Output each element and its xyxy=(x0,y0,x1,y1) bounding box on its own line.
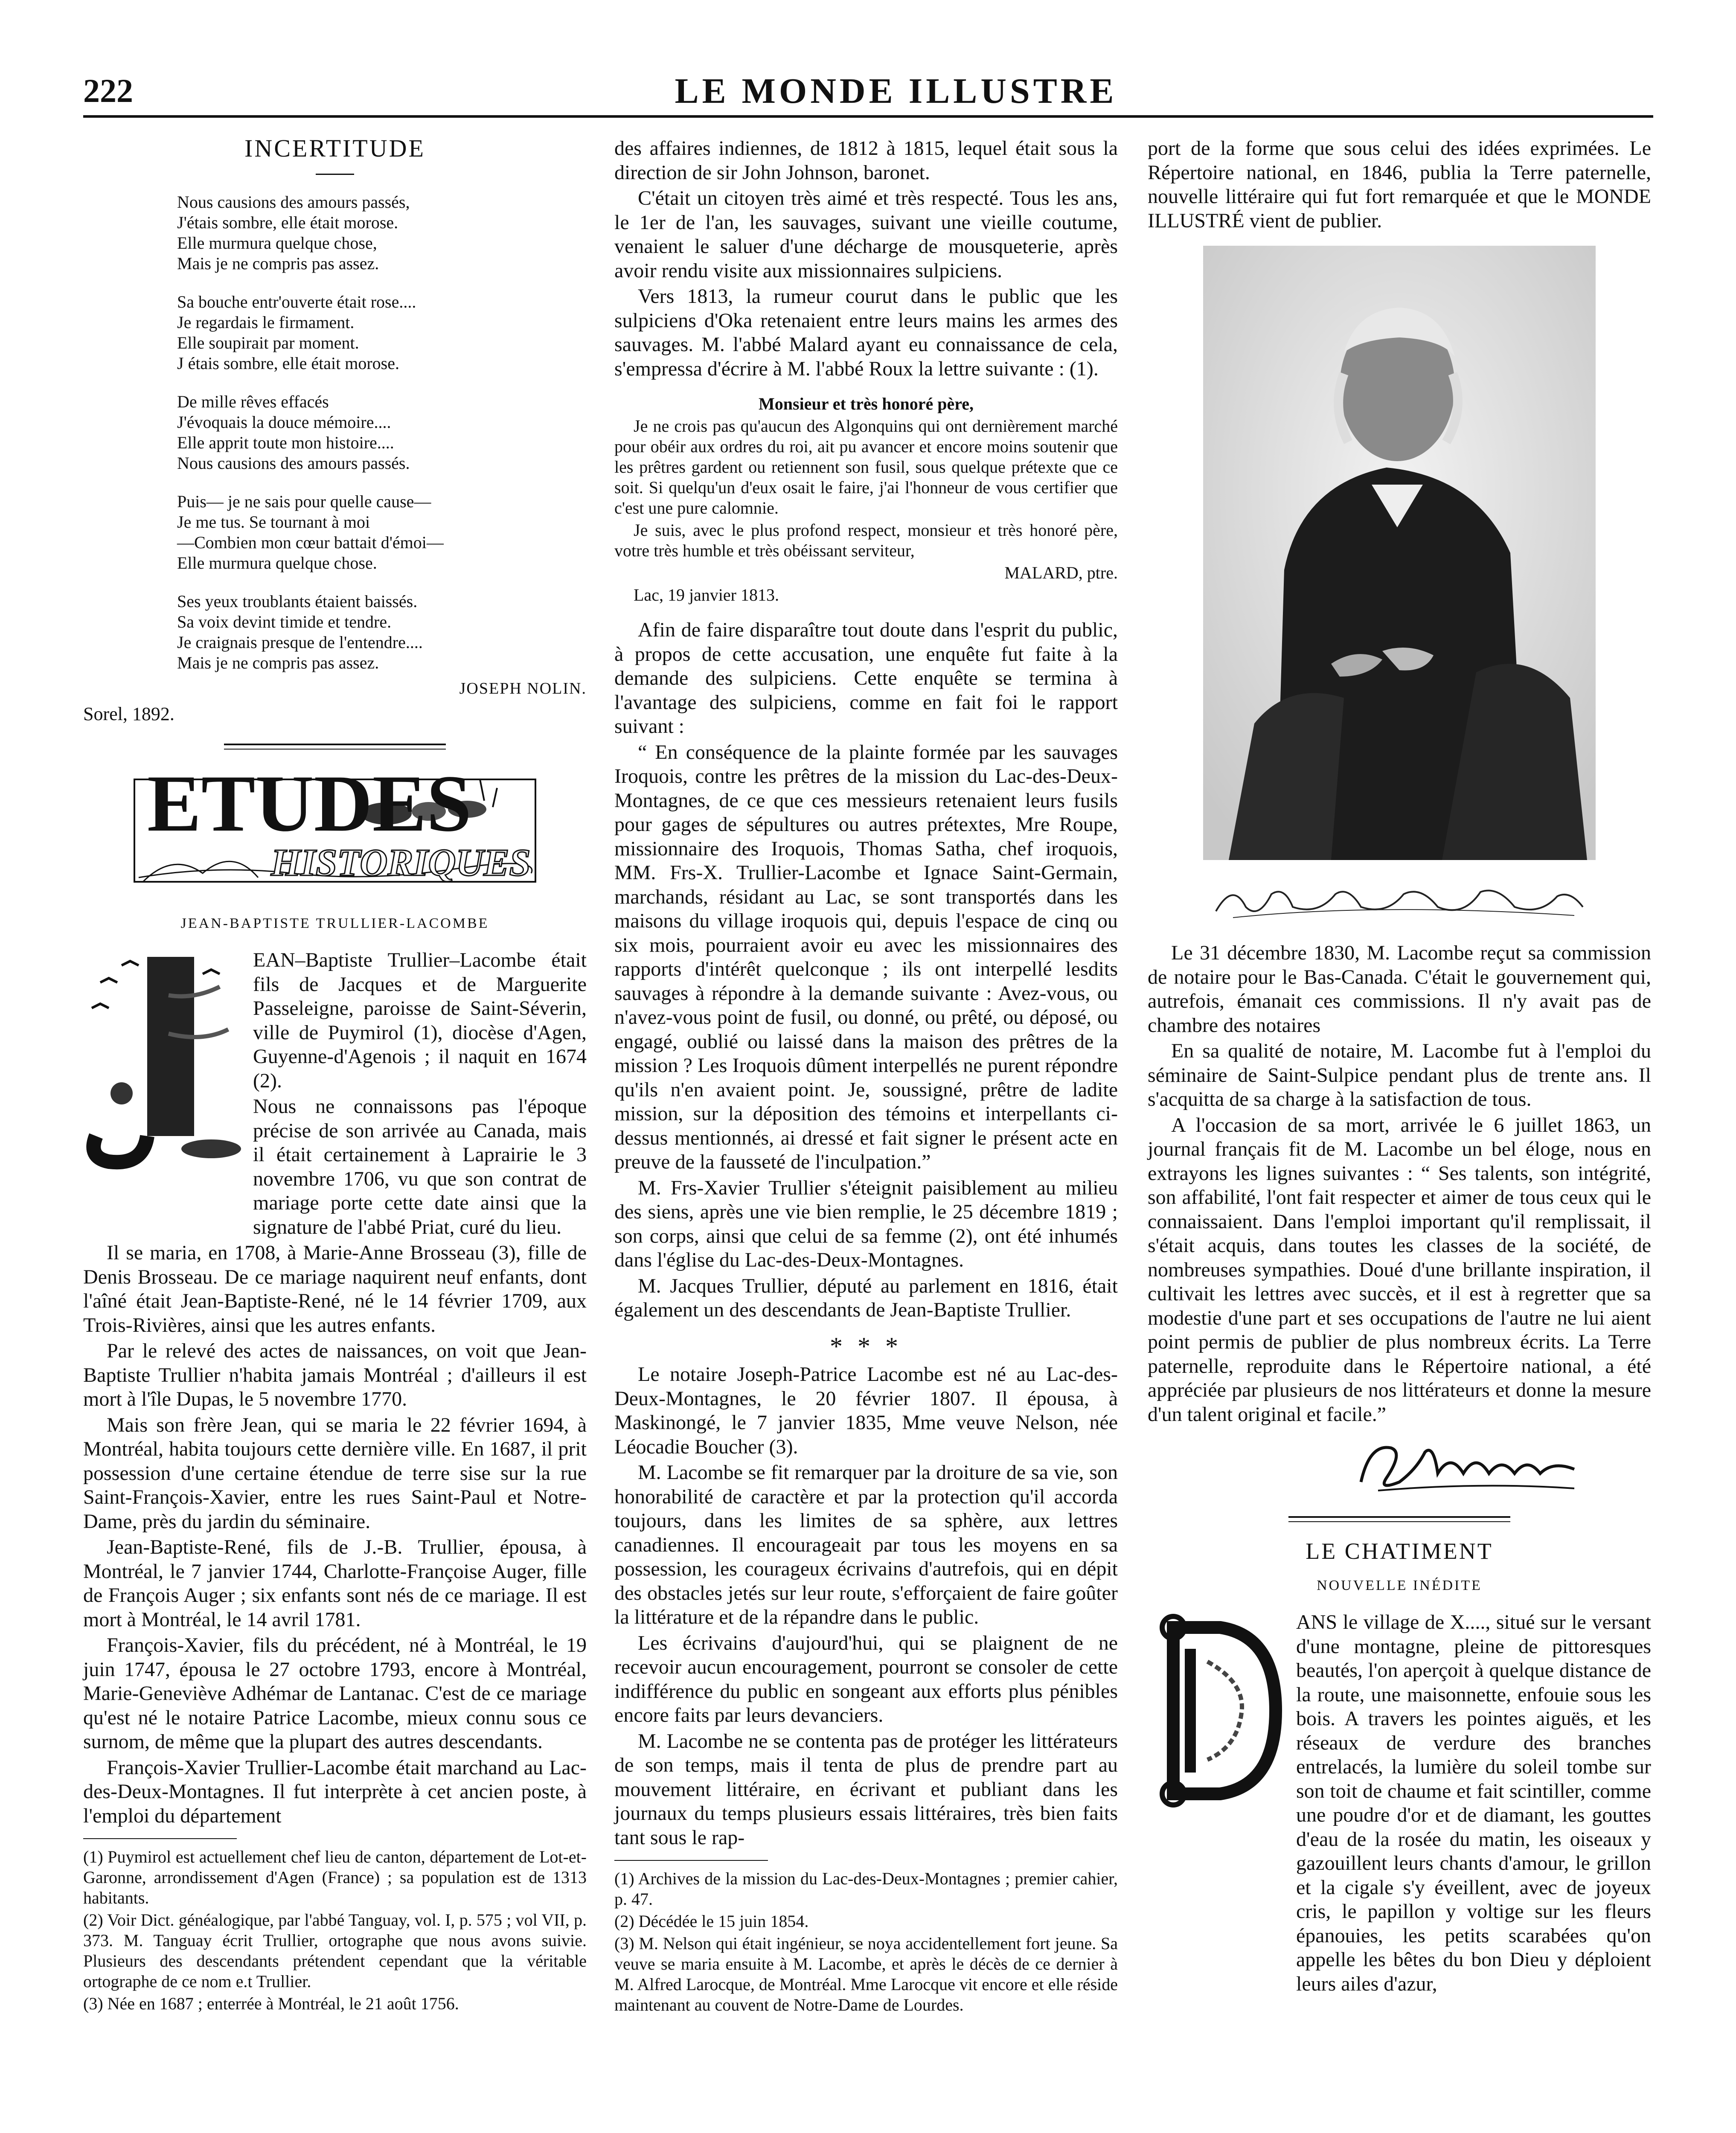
poem-line: Je me tus. Se tournant à moi xyxy=(177,512,370,532)
poem-line: Elle apprit toute mon histoire.... xyxy=(177,433,394,452)
illustrated-letter-j-icon xyxy=(83,948,245,1170)
footnotes xyxy=(614,1869,1118,2015)
portrait-photograph xyxy=(1203,246,1596,860)
poem-line: Elle soupirait par moment. xyxy=(177,333,359,352)
letter-date: Lac, 19 janvier 1813. xyxy=(634,585,779,604)
article-paragraph: port de la forme que sous celui des idées exprimées. Le Répertoire national, en 1846, publia la Terre paternelle, nouvelle littéraire qui fut fort remarquée et que le MONDE ILLUSTRÉ vient de publier. xyxy=(1148,137,1651,232)
letter-signature: MALARD, ptre. xyxy=(1004,563,1118,582)
poem-place-date: Sorel, 1892. xyxy=(83,703,174,724)
poem-line: Nous causions des amours passés. xyxy=(177,453,410,473)
poem-line: Je regardais le firmament. xyxy=(177,312,355,332)
article-paragraph: Les écrivains d'aujourd'hui, qui se plaignent de ne recevoir aucun encouragement, pourront se consoler de cette indifférence du public en songeant aux efforts plus pénibles encore faits par leurs devanciers. xyxy=(614,1631,1118,1726)
article-paragraph: Il se maria, en 1708, à Marie-Anne Brosseau (3), fille de Denis Brosseau. De ce mariage naquirent neuf enfants, dont l'aîné était Jean-Baptiste-René, né le 14 février 1709, aux Trois-Rivières, ainsi que les autres enfants. xyxy=(83,1241,587,1337)
poem-line: J'évoquais la douce mémoire.... xyxy=(177,412,391,432)
poem-line: Ses yeux troublants étaient baissés. xyxy=(177,591,418,611)
section-divider xyxy=(224,744,446,750)
story-paragraph: ANS le village de X...., situé sur le versant d'une montagne, pleine de pittoresques beautés, l'on aperçoit à quelque distance de la route, une maisonnette, enfouie sous les bois. A travers les pointes aiguës, et les réseaux de verdure des branches entrelacés, la lumière du soleil tombe sur son toit de chaume et fait scintiller, comme une poudre d'or et de diamant, les gouttes d'eau de la rosée du matin, les oiseaux y gazouillent leurs chants d'amour, le grillon et la cigale s'y éveillent, avec de joyeux cris, le papillon y voltige sur les fleurs épanouies, les petits scarabées qu'on appelle les bêtes du bon Dieu y déploient leurs ailes d'azur, xyxy=(1296,1611,1651,1995)
poem-line: Je craignais presque de l'entendre.... xyxy=(177,632,423,652)
dropcap-text-block xyxy=(253,948,587,1241)
masthead: LE MONDE ILLUSTRE xyxy=(675,71,1117,111)
poem-line: Nous causions des amours passés, xyxy=(177,192,410,212)
poem-line: J'étais sombre, elle était morose. xyxy=(177,212,398,232)
footnote: (1) Archives de la mission du Lac-des-Deux-Montagnes ; premier cahier, p. 47. xyxy=(614,1869,1118,1909)
footnote: (2) Voir Dict. généalogique, par l'abbé Tanguay, vol. I, p. 575 ; vol VII, p. 373. M. Tanguay écrit Trullier, ortographe que nous avons suivie. Plusieurs des descendants prétendent cependant que la véritable ortographe de ce nom e.t Trullier. xyxy=(83,1910,587,1991)
etudes-historiques-banner xyxy=(130,767,540,895)
letter-paragraph: Je ne crois pas qu'aucun des Algonquins qui ont dernièrement marché pour obéir aux ordres du roi, ait pu avancer et encore moins soutenir que les prêtres gardent ou retiennent son fusil, sous quelque prétexte que ce soit. Si quelqu'un d'eux osait le faire, j'ai l'honneur de vous certifier que c'est une pure calomnie. xyxy=(614,416,1118,517)
author-signature xyxy=(1352,1435,1583,1499)
story-subtitle: NOUVELLE INÉDITE xyxy=(1317,1577,1482,1593)
article-paragraph: Vers 1813, la rumeur courut dans le public que les sulpiciens d'Oka retenaient entre leurs mains les armes des sauvages. M. l'abbé Malard ayant eu connaissance de cela, s'empressa d'écrire à M. l'abbé Roux la lettre suivante : (1). xyxy=(614,285,1118,380)
poem-body xyxy=(177,192,587,673)
article-paragraph: Nous ne connaissons pas l'époque précise de son arrivée au Canada, mais il était certainement à Laprairie le 3 novembre 1706, vu que son contrat de mariage porte cette date ainsi que la signature de l'abbé Priat, curé du lieu. xyxy=(253,1095,587,1238)
dropcap-paragraph xyxy=(83,948,587,1241)
section-divider xyxy=(1288,1516,1510,1522)
article-paragraph: EAN–Baptiste Trullier–Lacombe était fils de Jacques et de Marguerite Passeleigne, paroisse de Saint-Séverin, ville de Puymirol (1), diocèse d'Agen, Guyenne-d'Agenois ; il naquit en 1674 (2). xyxy=(253,949,587,1092)
footnote: (1) Puymirol est actuellement chef lieu de canton, département de Lot-et-Garonne, arrondissement d'Agen (France) ; sa population est de 1313 habitants. xyxy=(83,1847,587,1907)
poem-line: —Combien mon cœur battait d'émoi— xyxy=(177,532,444,552)
article-subtitle: JEAN-BAPTISTE TRULLIER-LACOMBE xyxy=(180,915,489,931)
footnotes xyxy=(83,1847,587,2014)
footnote: (2) Décédée le 15 juin 1854. xyxy=(614,1912,809,1931)
column-2 xyxy=(614,137,1118,2017)
letter-paragraph: Je suis, avec le plus profond respect, monsieur et très honoré père, votre très humble et très obéissant serviteur, xyxy=(614,520,1118,560)
article-paragraph: Le 31 décembre 1830, M. Lacombe reçut sa commission de notaire pour le Bas-Canada. C'était le gouvernement qui, autrefois, émanait ces commissions. Il n'y avait pas de chambre des notaires xyxy=(1148,942,1651,1037)
banner-word-2: HISTORIQUES xyxy=(271,841,531,884)
autograph-signature xyxy=(1207,877,1591,924)
poem-line: Elle murmura quelque chose, xyxy=(177,233,377,253)
header-rule xyxy=(83,115,1653,118)
article-paragraph: François-Xavier Trullier-Lacombe était marchand au Lac-des-Deux-Montagnes. Il fut interprète à cet ancien poste, à l'emploi du département xyxy=(83,1756,587,1827)
article-paragraph: Le notaire Joseph-Patrice Lacombe est né au Lac-des-Deux-Montagnes, le 20 février 1807. Il épousa, à Maskinongé, le 7 janvier 1835, Mme veuve Nelson, née Léocadie Boucher (3). xyxy=(614,1363,1118,1458)
poem-title: INCERTITUDE xyxy=(244,134,425,162)
poem-stanza xyxy=(177,591,587,673)
poem-stanza xyxy=(177,392,587,474)
poem-line: Sa bouche entr'ouverte était rose.... xyxy=(177,292,416,311)
footnote: (3) M. Nelson qui était ingénieur, se noya accidentellement fort jeune. Sa veuve se maria ensuite à M. Lacombe, et après le décès de ce dernier à M. Alfred Larocque, de Montréal. Mme Larocque vit encore et elle réside maintenant au couvent de Notre-Dame de Lourdes. xyxy=(614,1934,1118,2014)
section-asterism: * * * xyxy=(830,1332,902,1360)
article-paragraph: M. Lacombe ne se contenta pas de protéger les littérateurs de son temps, mais il tenta de plus de prendre part au mouvement littéraire, en écrivant et publiant dans les journaux du temps plusieurs essais littéraires, très bien faits tant sous le rap- xyxy=(614,1729,1118,1849)
article-paragraph: C'était un citoyen très aimé et très respecté. Tous les ans, le 1er de l'an, les sauvages, suivant une vieille coutume, venaient le saluer d'une décharge de mousqueterie, après avoir rendu visite aux missionnaires sulpiciens. xyxy=(614,187,1118,282)
poem-line: Mais je ne compris pas assez. xyxy=(177,253,379,273)
poem-line: J étais sombre, elle était morose. xyxy=(177,353,399,373)
footnote-divider xyxy=(83,1838,237,1839)
article-paragraph: M. Jacques Trullier, député au parlement en 1816, était également un des descendants de Jean-Baptiste Trullier. xyxy=(614,1274,1118,1321)
letter xyxy=(614,394,1118,605)
article-paragraph: “ En conséquence de la plainte formée par les sauvages Iroquois, contre les prêtres de la mission du Lac-des-Deux-Montagnes, de ce que ces messieurs retenaient leurs fusils pour gages de sépultures ou autres prétextes, Mre Roupe, missionnaire des Iroquois, Thomas Satha, chef iroquois, MM. Frs-X. Trullier-Lacombe et Ignace Saint-Germain, marchands, résidant au Lac, se sont transportés dans les maisons du village iroquois qui, depuis l'espace de cinq ou six mois, pourraient avoir eu avec les missionnaires des rapports d'intérêt quelconque ; ils ont interpellé lesdits sauvages à répondre à la demande suivante : Avez-vous, ou n'avez-vous point de fusil, ou donné, ou prêté, ou déposé, ou engagé, oublié ou laissé dans la maison des prêtres de la mission ? Les Iroquois dûment interpellés ne purent répondre qu'ils n'en avaient point. Je, soussigné, prêtre de ladite mission, sur la déposition des témoins et interpellants ci-dessus mentionnés, ai dressé et fait signer le présent acte en preuve de la fausseté de l'inculpation.” xyxy=(614,741,1118,1173)
article-paragraph: A l'occasion de sa mort, arrivée le 6 juillet 1863, un journal français fit de M. Lacombe un bel éloge, nous en extrayons les lignes suivantes : “ Ses talents, son intégrité, son affabilité, l'ont fait respecter et aimer de tous ceux qui le connaissaient. Dans l'emploi important qu'il remplissait, il s'était acquis, dans toutes les classes de la société, de nombreuses sympathies. Doué d'une brillante inspiration, il cultivait les lettres avec succès, et il est à regretter que sa modestie d'une part et ses occupations de l'autre ne lui aient point permis de publier de plus nombreux écrits. La Terre paternelle, reproduite dans le Répertoire national, a été appréciée par plusieurs de nos littérateurs et donne la mesure d'un talent original et facile.” xyxy=(1148,1113,1651,1426)
poem-line: De mille rêves effacés xyxy=(177,392,329,411)
poem-line: Mais je ne compris pas assez. xyxy=(177,653,379,672)
banner-word-1: ETUDES xyxy=(147,766,472,849)
letter-salutation: Monsieur et très honoré père, xyxy=(759,394,974,413)
ornate-letter-d-icon xyxy=(1148,1610,1288,1811)
title-divider xyxy=(316,174,354,175)
dropcap-text-block xyxy=(1296,1610,1651,1998)
footnote: (3) Née en 1687 ; enterrée à Montréal, le 21 août 1756. xyxy=(83,1994,459,2013)
article-paragraph: Mais son frère Jean, qui se maria le 22 février 1694, à Montréal, habita toujours cette dernière ville. En 1687, il prit possession d'une certaine étendue de terre sise sur la rue Saint-François-Xavier, entre les rues Saint-Paul et Notre-Dame, près du jardin du séminaire. xyxy=(83,1413,587,1533)
column-3 xyxy=(1148,137,1651,1998)
article-paragraph: M. Lacombe se fit remarquer par la droiture de sa vie, son honorabilité de caractère et par la protection qu'il accorda toujours, dans les limites de sa sphère, aux lettres canadiennes. Il encourageait par tous les moyens en sa possession, les courageux écrivains d'autrefois, qui en dépit des obstacles jetés sur leur route, s'efforçaient de faire goûter la littérature et de la répandre dans le public. xyxy=(614,1461,1118,1628)
article-paragraph: Afin de faire disparaître tout doute dans l'esprit du public, à propos de cette accusation, une enquête fut faite à la demande des sulpiciens. Cette enquête se termina à l'avantage des sulpiciens, comme en fait foi le rapport suivant : xyxy=(614,619,1118,738)
poem-line: Puis— je ne sais pour quelle cause— xyxy=(177,491,431,511)
column-1 xyxy=(83,134,587,2016)
story-title: LE CHATIMENT xyxy=(1306,1538,1493,1564)
dropcap-paragraph xyxy=(1148,1610,1651,1998)
article-paragraph: Jean-Baptiste-René, fils de J.-B. Trullier, épousa, à Montréal, le 7 janvier 1744, Charlotte-Françoise Auger, fille de François Auger ; six enfants sont nés de ce mariage. Il est mort à Montréal, le 14 avril 1781. xyxy=(83,1536,587,1631)
poem-line: Elle murmura quelque chose. xyxy=(177,553,377,572)
footnote-divider xyxy=(614,1860,768,1861)
article-paragraph: François-Xavier, fils du précédent, né à Montréal, le 19 juin 1747, épousa le 27 octobre 1793, encore à Montréal, Marie-Geneviève Adhémar de Lantanac. C'est de ce mariage qu'est né le notaire Patrice Lacombe, mieux connu sous ce surnom, de même que la plupart des autres descendants. xyxy=(83,1634,587,1753)
page-number: 222 xyxy=(83,72,133,109)
article-paragraph: En sa qualité de notaire, M. Lacombe fut à l'emploi du séminaire de Saint-Sulpice pendant plus de trente ans. Il s'acquitta de sa charge à la satisfaction de tous. xyxy=(1148,1040,1651,1110)
poem-author: JOSEPH NOLIN. xyxy=(459,679,587,697)
poem-line: Sa voix devint timide et tendre. xyxy=(177,612,392,631)
article-paragraph: des affaires indiennes, de 1812 à 1815, lequel était sous la direction de sir John Johnson, baronet. xyxy=(614,137,1118,184)
article-paragraph: M. Frs-Xavier Trullier s'éteignit paisiblement au milieu des siens, après une vie bien remplie, le 25 décembre 1819 ; son corps, ainsi que celui de sa femme (2), ont été inhumés dans l'église du Lac-des-Deux-Montagnes. xyxy=(614,1176,1118,1271)
poem-stanza xyxy=(177,292,587,374)
article-paragraph: Par le relevé des actes de naissances, on voit que Jean-Baptiste Trullier n'habita jamais Montréal ; d'ailleurs il est mort à l'île Dupas, le 5 novembre 1770. xyxy=(83,1340,587,1410)
poem-stanza xyxy=(177,491,587,573)
poem-stanza xyxy=(177,192,587,274)
